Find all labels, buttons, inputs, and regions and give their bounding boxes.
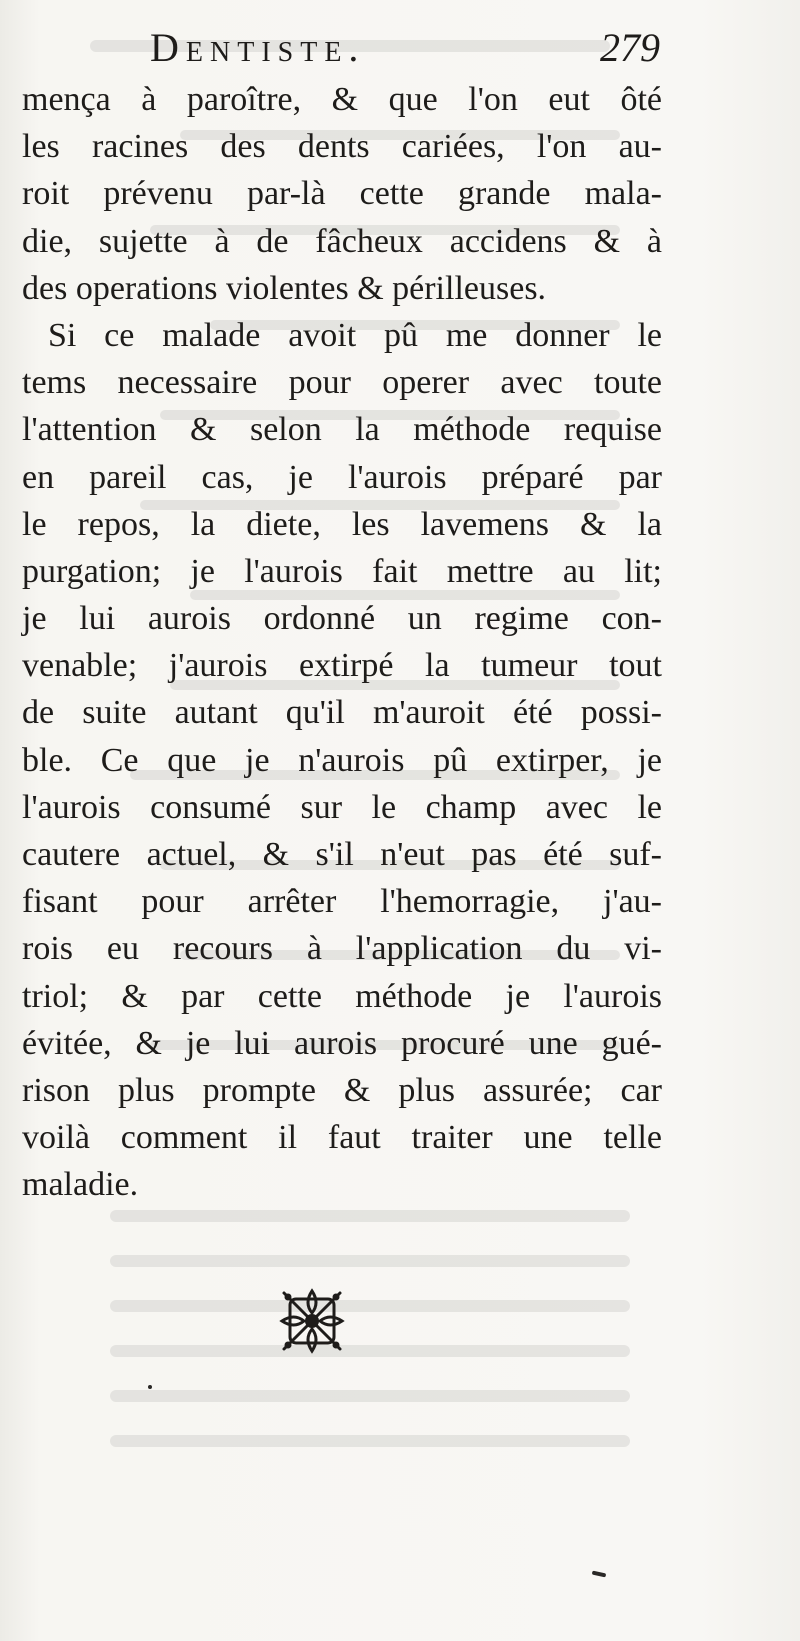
text-line: rison plus prompte & plus assurée; car xyxy=(22,1071,662,1109)
body-text xyxy=(22,76,662,1209)
text-line: les racines des dents cariées, l'on au- xyxy=(22,128,662,166)
text-line: mença à paroître, & que l'on eut ôté xyxy=(22,81,662,118)
text-line: évitée, & je lui aurois procuré une gué- xyxy=(22,1024,662,1062)
text-line: de suite autant qu'il m'auroit été possi- xyxy=(22,694,662,732)
text-line: triol; & par cette méthode je l'aurois xyxy=(22,977,662,1015)
text-line: en pareil cas, je l'aurois préparé par xyxy=(22,458,662,496)
text-line: maladie. xyxy=(22,1166,139,1204)
text-line: rois eu recours à l'application du vi- xyxy=(22,930,662,968)
text-line: venable; j'aurois extirpé la tumeur tout xyxy=(22,647,662,685)
text-line: des operations violentes & périlleuses. xyxy=(22,269,547,307)
text-line: je lui aurois ordonné un regime con- xyxy=(22,600,662,638)
ink-speck xyxy=(148,1385,152,1389)
text-line: die, sujette à de fâcheux accidens & à xyxy=(22,222,662,260)
running-title: Dentiste. xyxy=(150,25,366,70)
text-line: fisant pour arrêter l'hemorragie, j'au- xyxy=(22,883,662,921)
text-line: roit prévenu par-là cette grande mala- xyxy=(22,175,662,213)
text-line: voilà comment il faut traiter une telle xyxy=(22,1119,662,1157)
text-line: purgation; je l'aurois fait mettre au lit; xyxy=(22,552,662,590)
text-line: l'attention & selon la méthode requise xyxy=(22,411,662,449)
printer-ornament-icon xyxy=(276,1285,348,1357)
page-header xyxy=(150,22,660,78)
text-line: tems necessaire pour operer avec toute xyxy=(22,364,662,402)
ink-speck xyxy=(592,1571,607,1578)
text-line: Si ce malade avoit pû me donner le xyxy=(48,316,662,354)
text-line: le repos, la diete, les lavemens & la xyxy=(22,505,662,543)
text-line: l'aurois consumé sur le champ avec le xyxy=(22,788,662,826)
text-line: ble. Ce que je n'aurois pû extirper, je xyxy=(22,741,662,779)
text-line: cautere actuel, & s'il n'eut pas été suf- xyxy=(22,836,662,873)
page-number: 279 xyxy=(600,25,660,70)
